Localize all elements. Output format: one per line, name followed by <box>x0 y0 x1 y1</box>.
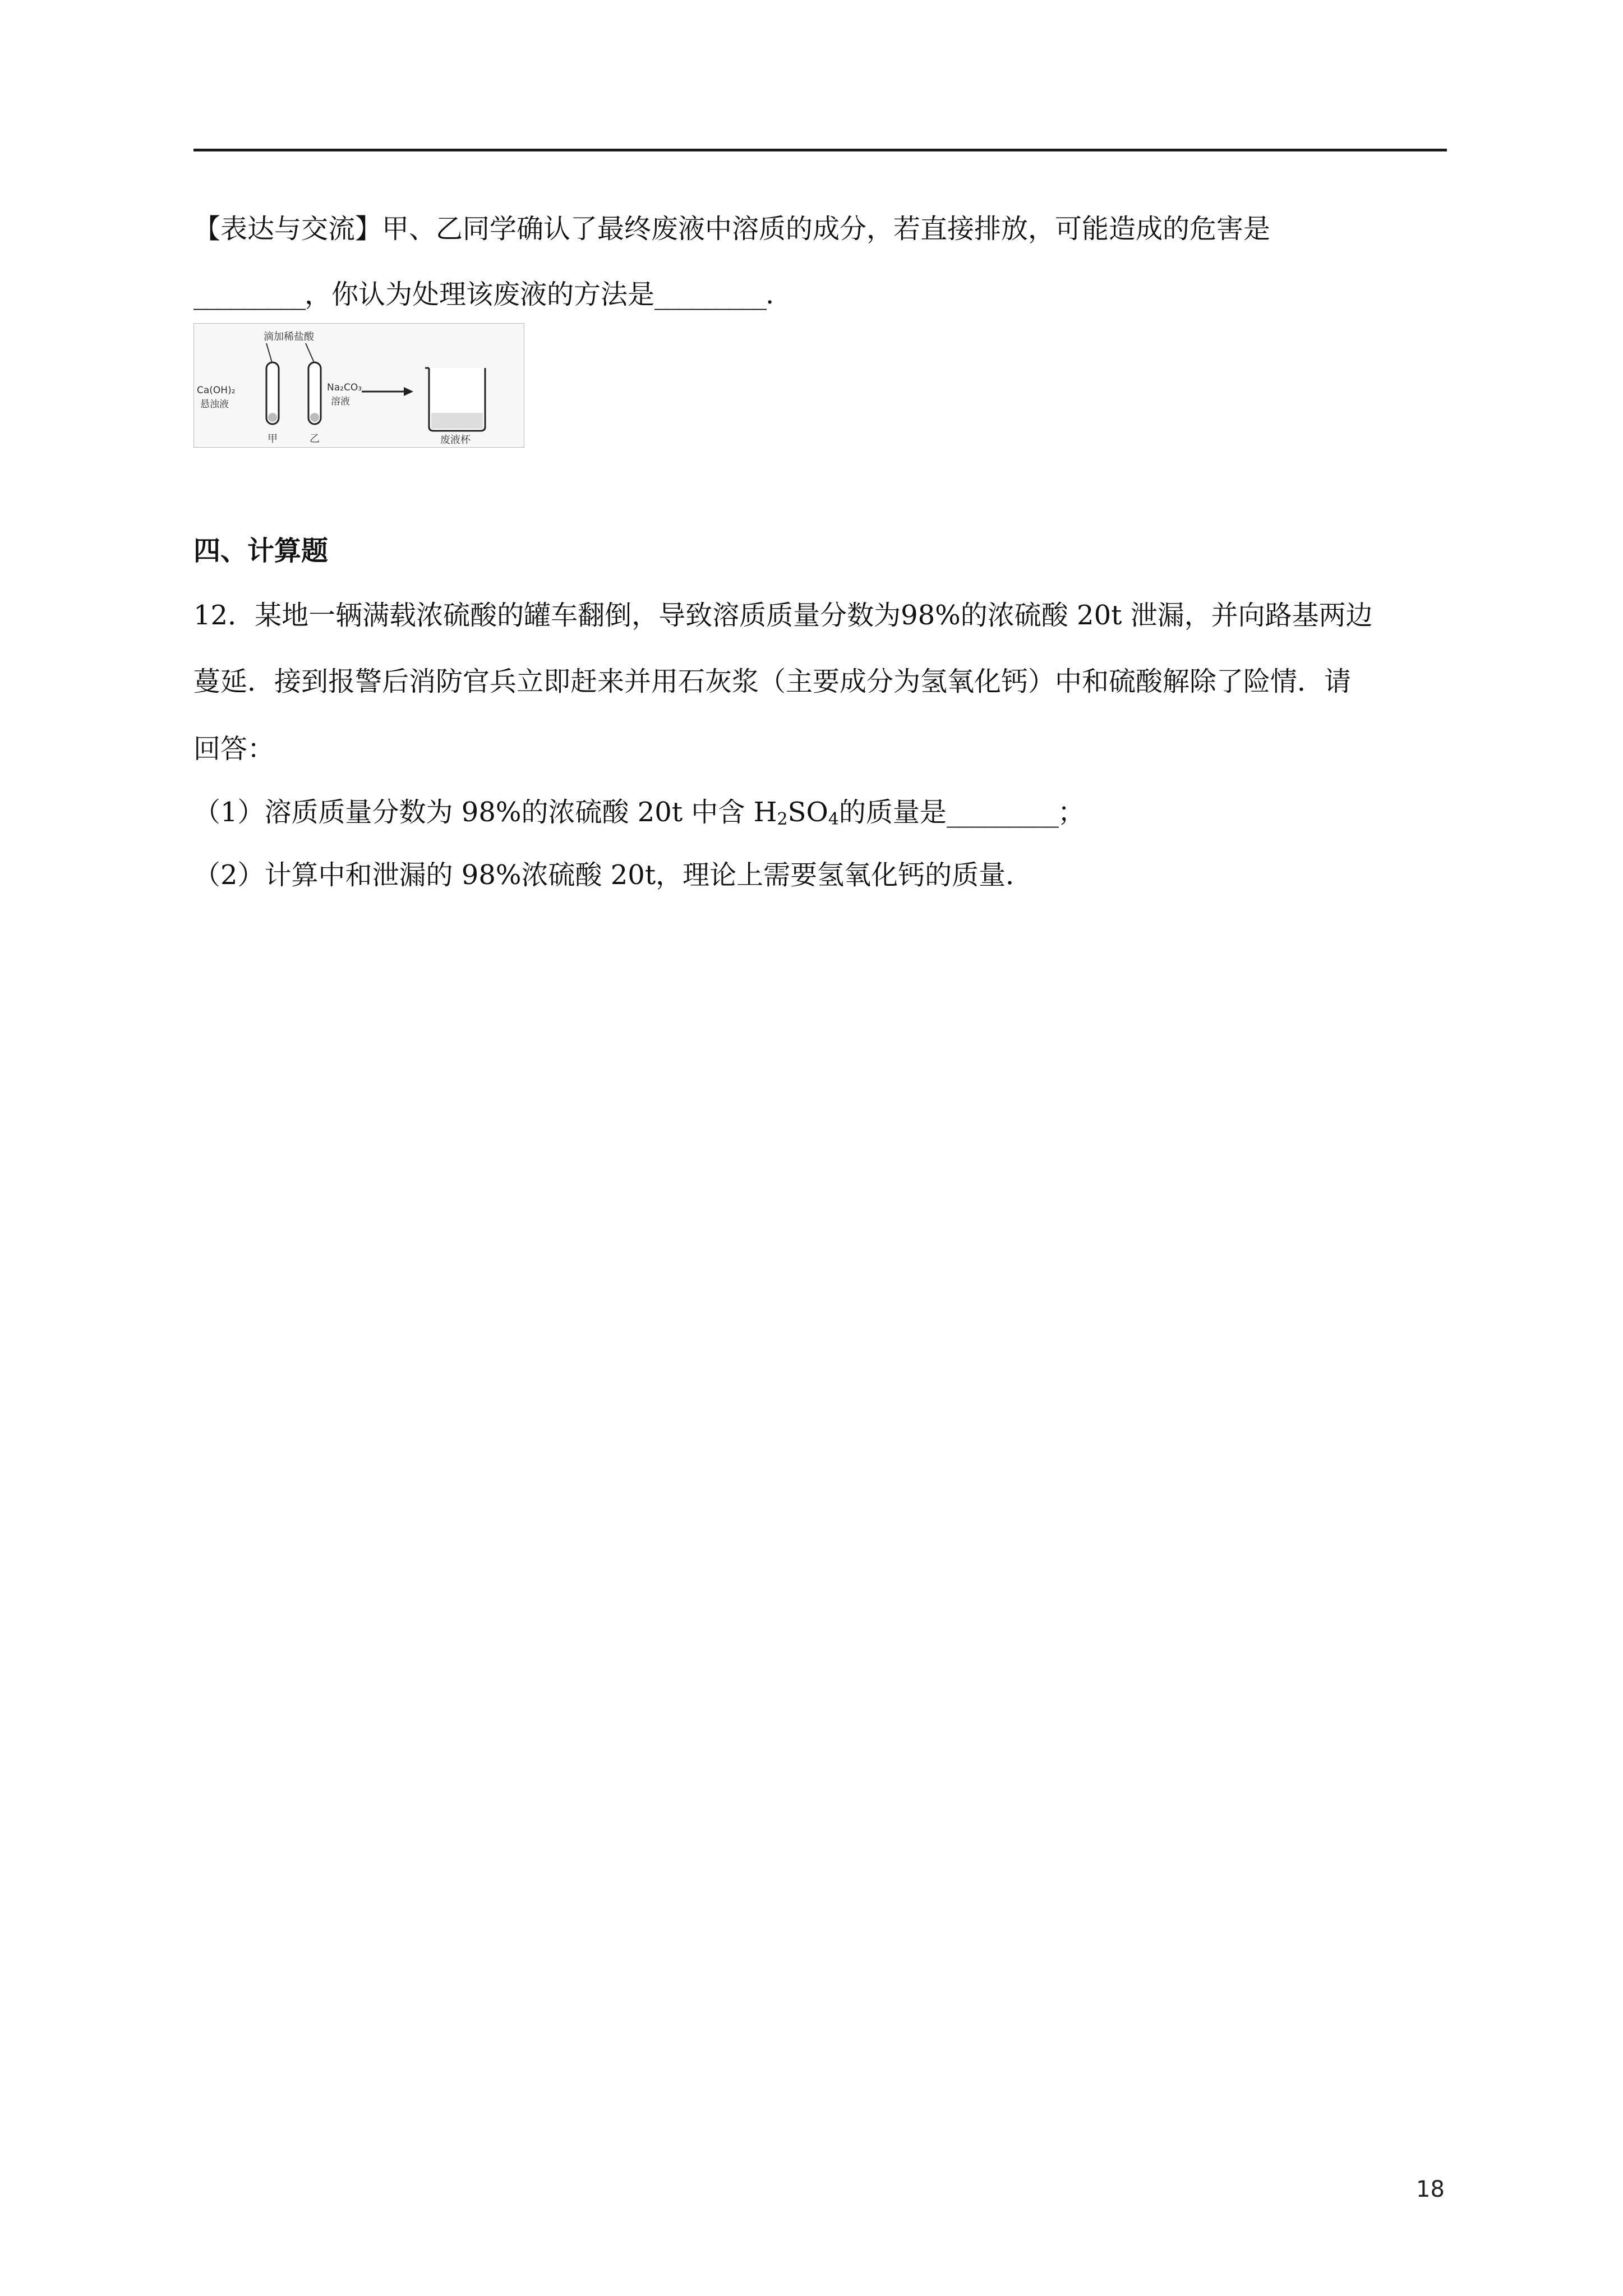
header-rule <box>193 149 1447 151</box>
question-12-line-2: 蔓延．接到报警后消防官兵立即赶来并用石灰浆（主要成分为氢氧化钙）中和硫酸解除了险情．请 <box>193 666 1352 697</box>
section-title: 四、计算题 <box>193 535 329 567</box>
experiment-figure <box>193 323 524 448</box>
expression-line-1 <box>193 212 1270 246</box>
figure-label-yi: 乙 <box>310 433 320 445</box>
answer-blank-2[interactable]: _________ <box>654 279 766 310</box>
sub1-suffix: 的质量是 <box>838 797 947 828</box>
figure-label-mid-1: Na₂CO₃ <box>327 382 362 393</box>
subscript-4: 4 <box>828 809 839 829</box>
question-12-sub-2: （2）计算中和泄漏的 98%浓硫酸 20t，理论上需要氢氧化钙的质量． <box>193 859 1033 891</box>
figure-label-left-1: Ca(OH)₂ <box>197 385 236 396</box>
expression-line-2 <box>193 278 774 311</box>
sub1-end: ； <box>1057 797 1085 828</box>
sub1-text: （1）溶质质量分数为 98%的浓硫酸 20t 中含 H <box>193 797 777 828</box>
expression-text: 【表达与交流】甲、乙同学确认了最终废液中溶质的成分，若直接排放，可能造成的危害是 <box>193 213 1271 245</box>
question-12-sub-1 <box>193 795 1085 829</box>
page-number: 18 <box>1416 2177 1445 2202</box>
question-12-line-3: 回答： <box>193 733 275 765</box>
sub1-so: SO <box>787 797 828 828</box>
figure-label-mid-2: 溶液 <box>331 396 350 407</box>
answer-blank-3[interactable]: _________ <box>946 797 1058 828</box>
subscript-2: 2 <box>777 809 788 829</box>
expression-period: . <box>766 279 774 310</box>
figure-label-left-2: 悬浊液 <box>200 399 229 410</box>
figure-label-top: 滴加稀盐酸 <box>264 331 314 343</box>
expression-text-2: ，你认为处理该废液的方法是 <box>305 279 655 310</box>
figure-label-jia: 甲 <box>268 433 278 445</box>
figure-label-beaker: 废液杯 <box>440 434 471 446</box>
question-12-line-1: 12．某地一辆满载浓硫酸的罐车翻倒，导致溶质质量分数为98%的浓硫酸 20t 泄漏，并向路基两边 <box>193 600 1373 631</box>
answer-blank-1[interactable]: _________ <box>193 279 305 310</box>
